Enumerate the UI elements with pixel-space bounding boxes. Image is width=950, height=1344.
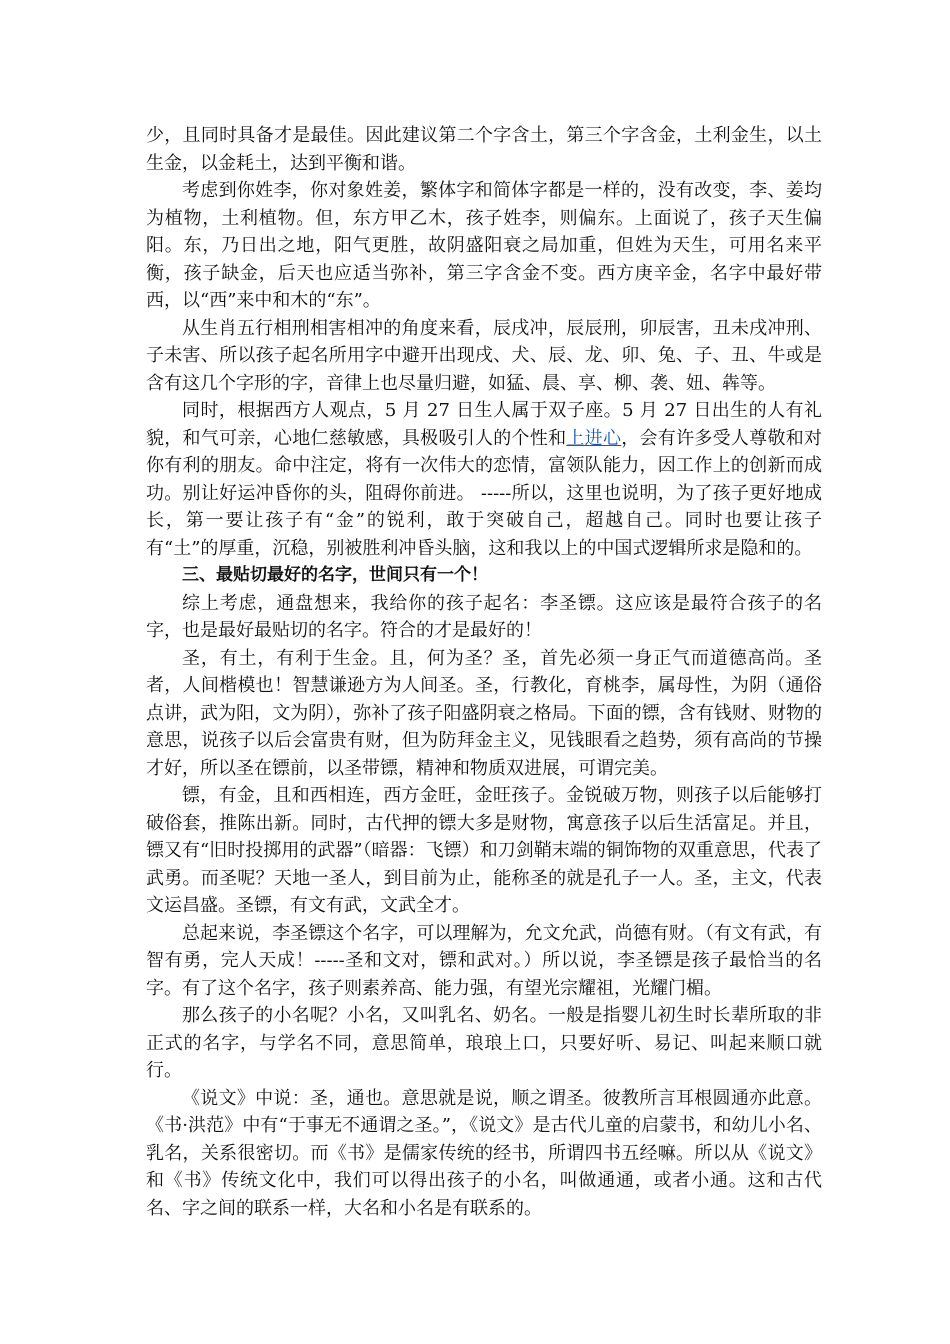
- paragraph-4-text-a: 同时，根据西方人观点，5 月 27 日生人属于双子座。5 月 27 日出生的人有礼貌，和气可亲，心地仁慈敏感，具极吸引人的个性和: [146, 400, 822, 449]
- paragraph-6: 圣，有土，有利于生金。且，何为圣？圣，首先必须一身正气而道德高尚。圣者，人间楷模也！智慧谦逊方为人间圣。圣，行教化，育桃李，属母性，为阴（通俗点讲，武为阳，文为阴），弥补了孩子阳盛阴衰之格局。下面的镖，含有钱财、财物的意思，说孩子以后会富贵有财，但为防拜金主义，见钱眼看之趋势，须有高尚的节操才好，所以圣在镖前，以圣带镖，精神和物质双进展，可谓完美。: [146, 647, 822, 779]
- paragraph-4: [146, 397, 822, 562]
- paragraph-5: 综上考虑，通盘想来，我给你的孩子起名：李圣镖。这应该是最符合孩子的名字，也是最好最贴切的名字。符合的才是最好的！: [146, 592, 822, 641]
- paragraph-10: 《说文》中说：圣，通也。意思就是说，顺之谓圣。彼教所言耳根圆通亦此意。《书·洪范》中有“于事无不通谓之圣。”，《说文》是古代儿童的启蒙书，和幼儿小名、乳名，关系很密切。而《书》是儒家传统的经书，所谓四书五经嘛。所以从《说文》和《书》传统文化中，我们可以得出孩子的小名，叫做通通，或者小通。这和古代名、字之间的联系一样，大名和小名是有联系的。: [146, 1087, 822, 1219]
- section-heading-3: 三、最贴切最好的名字，世间只有一个！: [182, 565, 488, 585]
- paragraph-3: 从生肖五行相刑相害相冲的角度来看，辰戌冲，辰辰刑，卯辰害，丑未戌冲刑、子未害、所以孩子起名所用字中避开出现戌、犬、辰、龙、卯、兔、子、丑、牛或是含有这几个字形的字，音律上也尽量归避，如猛、晨、享、柳、袭、妞、犇等。: [146, 317, 822, 394]
- document-body: [146, 122, 822, 1222]
- link-shangjinxin[interactable]: 上进心: [566, 427, 622, 449]
- paragraph-4-text-b: ，会有许多受人尊敬和对你有利的朋友。命中注定，将有一次伟大的恋情，富领队能力，因工作上的创新而成功。别让好运冲昏你的头，阻碍你前进。 -----所以，这里也说明，为了孩子更好地成长，第一要让孩子有“金”的锐利，敢于突破自己，超越自己。同时也要让孩子有“土”的厚重，沉稳，别被胜利冲昏头脑，这和我以上的中国式逻辑所求是隐和的。: [146, 427, 823, 559]
- paragraph-7: 镖，有金，且和西相连，西方金旺，金旺孩子。金锐破万物，则孩子以后能够打破俗套，推陈出新。同时，古代押的镖大多是财物，寓意孩子以后生活富足。并且，镖又有“旧时投掷用的武器”（暗器：飞镖）和刀剑鞘末端的铜饰物的双重意思，代表了武勇。而圣呢？天地一圣人，到目前为止，能称圣的就是孔子一人。圣，主文，代表文运昌盛。圣镖，有文有武，文武全才。: [146, 785, 822, 916]
- paragraph-2: 考虑到你姓李，你对象姓姜，繁体字和简体字都是一样的，没有改变，李、姜均为植物，土利植物。但，东方甲乙木，孩子姓李，则偏东。上面说了，孩子天生偏阳。东，乃日出之地，阳气更胜，故阴盛阳衰之局加重，但姓为天生，可用名来平衡，孩子缺金，后天也应适当弥补，第三字含金不变。西方庚辛金，名字中最好带西，以“西”来中和木的“东”。: [146, 180, 822, 311]
- paragraph-8: 总起来说，李圣镖这个名字，可以理解为，允文允武，尚德有财。（有文有武，有智有勇，完人天成！-----圣和文对，镖和武对。）所以说，李圣镖是孩子最恰当的名字。有了这个名字，孩子则素养高、能力强，有望光宗耀祖，光耀门楣。: [146, 922, 822, 999]
- paragraph-9: 那么孩子的小名呢？小名，又叫乳名、奶名。一般是指婴儿初生时长辈所取的非正式的名字，与学名不同，意思简单，琅琅上口，只要好听、易记、叫起来顺口就行。: [146, 1005, 822, 1081]
- paragraph-1: 少，且同时具备才是最佳。因此建议第二个字含土，第三个字含金，土利金生，以土生金，以金耗土，达到平衡和谐。: [146, 125, 822, 174]
